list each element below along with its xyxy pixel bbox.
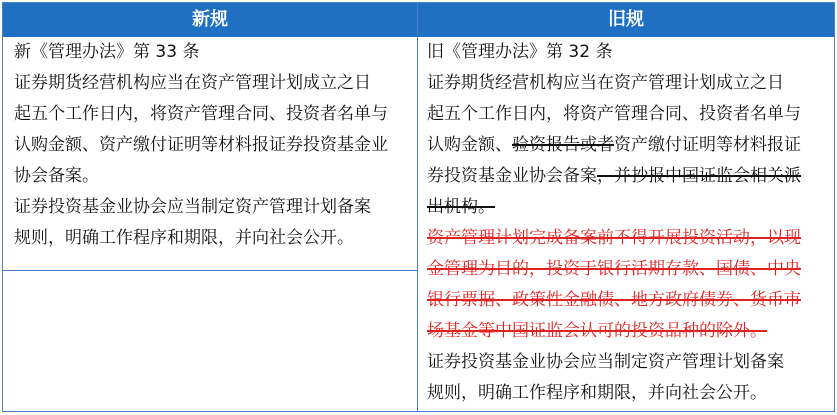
comparison-table — [2, 2, 835, 412]
old-line-2: 起五个工作日内，将资产管理合同、投资者名单与 — [427, 104, 801, 124]
old-line-6: 证券投资基金业协会应当制定资产管理计划备案 — [427, 352, 784, 372]
old-line-7: 规则，明确工作程序和期限，并向社会公开。 — [427, 383, 767, 403]
old-line-5: 出机构。 — [427, 197, 495, 217]
red-struck-line-3: 银行票据、政策性金融债、地方政府债券、货币市 — [427, 290, 801, 310]
new-line-5: 证券投资基金业协会应当制定资产管理计划备案 — [14, 197, 371, 217]
new-line-2: 起五个工作日内，将资产管理合同、投资者名单与 — [14, 104, 388, 124]
old-line-1: 证券期货经营机构应当在资产管理计划成立之日 — [427, 73, 784, 93]
old-rule-cell — [418, 37, 834, 411]
old-line-4-a: 券投资基金业协会备案 — [427, 166, 597, 186]
header-new: 新规 — [3, 3, 417, 37]
red-struck-line-1: 资产管理计划完成备案前不得开展投资活动，以现 — [427, 228, 801, 248]
new-article-title: 新《管理办法》第 33 条 — [14, 42, 200, 62]
struck-text-yanzi: 验资报告或者 — [512, 135, 614, 155]
old-line-3-b: 资产缴付证明等材料报证 — [614, 135, 801, 155]
struck-text-comma: ， — [597, 166, 614, 186]
old-line-3 — [427, 130, 801, 161]
new-line-3: 认购金额、资产缴付证明等材料报证券投资基金业 — [14, 135, 388, 155]
old-article-title: 旧《管理办法》第 32 条 — [427, 42, 613, 62]
new-line-4: 协会备案。 — [14, 166, 99, 186]
old-line-4 — [427, 161, 801, 192]
new-line-1: 证券期货经营机构应当在资产管理计划成立之日 — [14, 73, 371, 93]
new-line-6: 规则，明确工作程序和期限，并向社会公开。 — [14, 228, 354, 248]
old-line-3-a: 认购金额、 — [427, 135, 512, 155]
header-old: 旧规 — [418, 3, 834, 37]
new-rule-cell — [3, 37, 417, 271]
red-struck-line-2: 金管理为目的，投资于银行活期存款、国债、中央 — [427, 259, 801, 279]
red-struck-line-4: 场基金等中国证监会认可的投资品种的除外。 — [427, 321, 767, 341]
struck-text-csrc: 并抄报中国证监会相关派 — [614, 166, 801, 186]
